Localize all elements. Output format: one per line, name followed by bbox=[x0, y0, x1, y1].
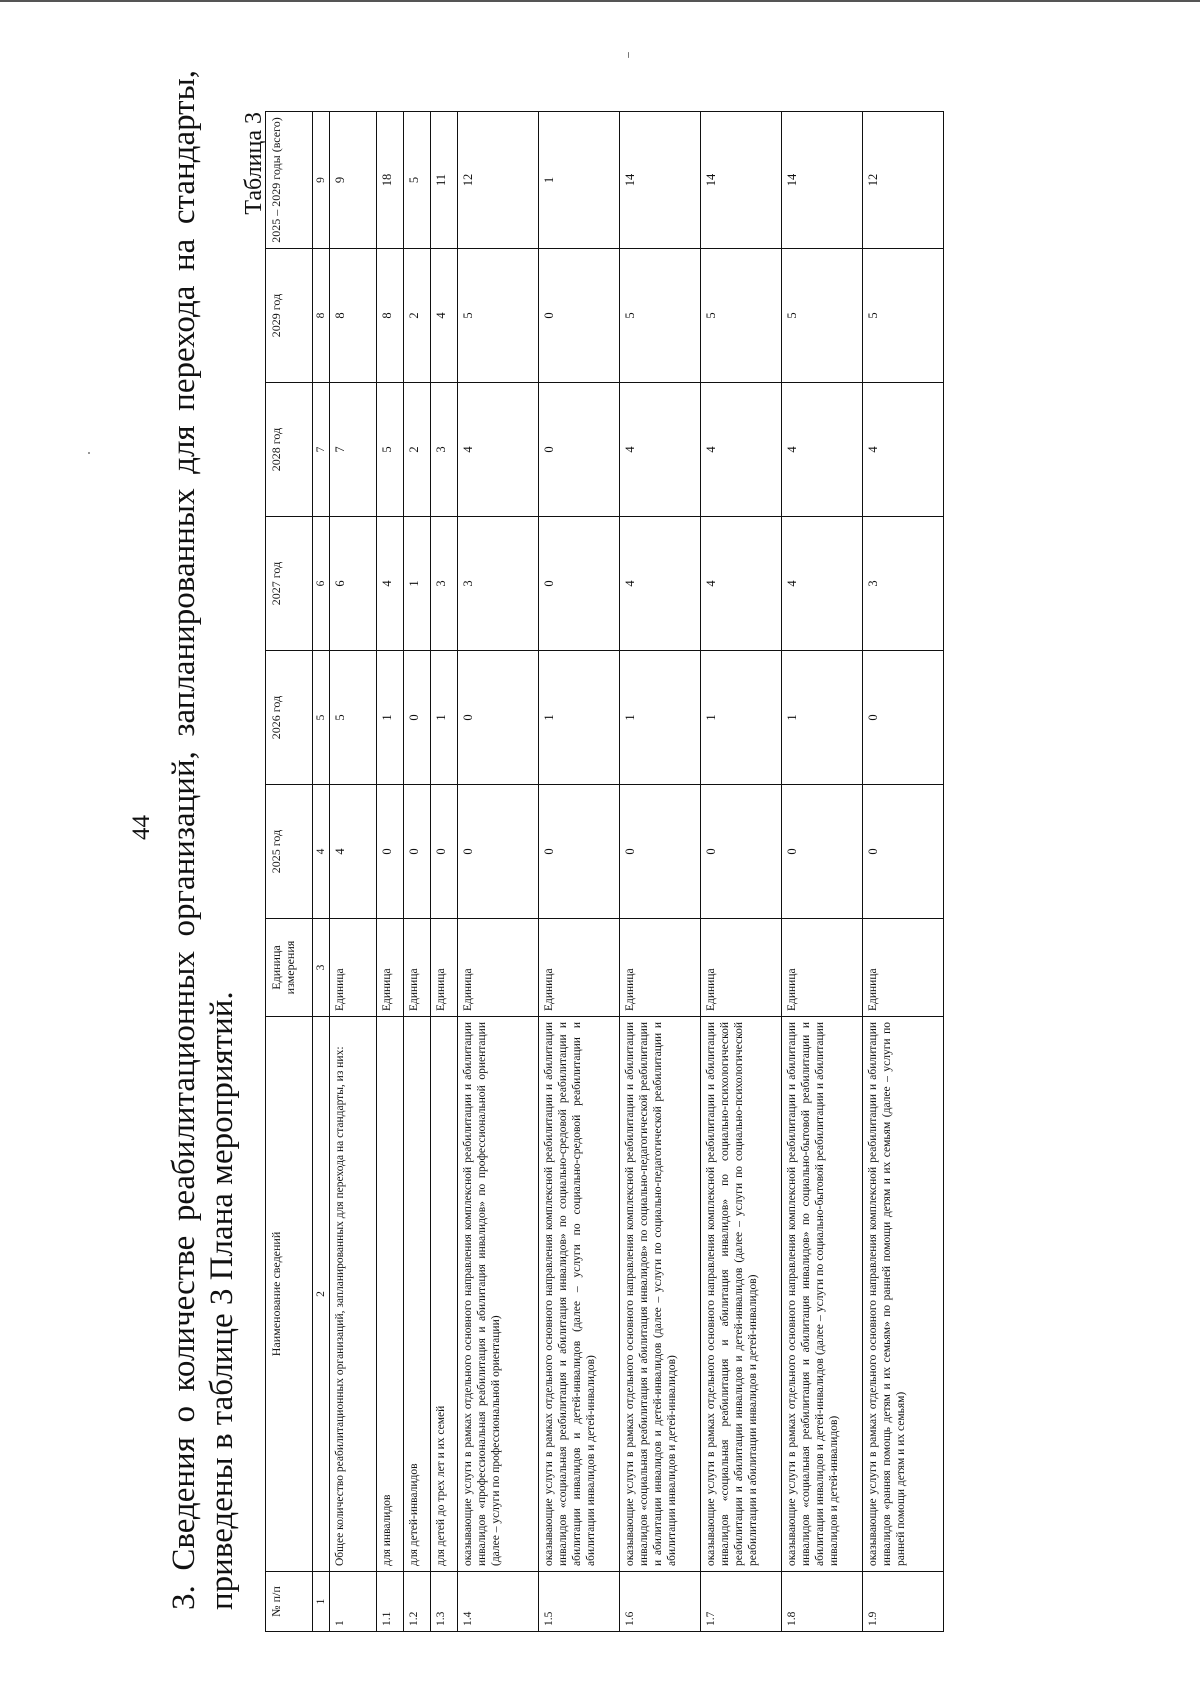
value-2027: 3 bbox=[863, 517, 944, 651]
table-row bbox=[782, 112, 863, 1632]
value-2029: 2 bbox=[404, 249, 431, 383]
column-index: 2 bbox=[313, 1017, 330, 1572]
value-2025: 0 bbox=[863, 785, 944, 919]
page-number: 44 bbox=[128, 815, 155, 840]
column-index-row bbox=[313, 112, 330, 1632]
value-2029: 5 bbox=[458, 249, 539, 383]
value-2026: 0 bbox=[863, 651, 944, 785]
row-name: для детей до трех лет и их семей bbox=[431, 1017, 458, 1572]
column-index: 3 bbox=[313, 919, 330, 1017]
value-total: 5 bbox=[404, 112, 431, 249]
row-name: оказывающие услуги в рамках отдельного основного направления комплексной реабилитации и абилитации инвалидов «социальная реабилитация и абилитация инвалидов» по социально-педагогической реабилитации и абилитации инвалидов и детей-инвалидов (далее – услуги по социально-педагогической реабилитации и абилитации инвалидов и детей-инвалидов) bbox=[620, 1017, 701, 1572]
value-2025: 0 bbox=[404, 785, 431, 919]
scan-speck bbox=[628, 52, 629, 58]
value-2027: 0 bbox=[539, 517, 620, 651]
row-number: 1.2 bbox=[404, 1572, 431, 1632]
value-2026: 1 bbox=[431, 651, 458, 785]
rotated-page-content bbox=[165, 70, 1175, 1650]
value-2028: 3 bbox=[431, 383, 458, 517]
value-2025: 4 bbox=[330, 785, 377, 919]
row-number: 1.6 bbox=[620, 1572, 701, 1632]
table-row bbox=[431, 112, 458, 1632]
value-2025: 0 bbox=[539, 785, 620, 919]
value-2025: 0 bbox=[458, 785, 539, 919]
header-2028: 2028 год bbox=[266, 383, 313, 517]
organizations-table bbox=[265, 111, 944, 1632]
value-2028: 2 bbox=[404, 383, 431, 517]
value-2029: 5 bbox=[701, 249, 782, 383]
value-2028: 4 bbox=[701, 383, 782, 517]
value-2025: 0 bbox=[701, 785, 782, 919]
row-unit: Единица bbox=[330, 919, 377, 1017]
value-total: 9 bbox=[330, 112, 377, 249]
row-unit: Единица bbox=[458, 919, 539, 1017]
value-2027: 3 bbox=[431, 517, 458, 651]
row-name: оказывающие услуги в рамках отдельного основного направления комплексной реабилитации и абилитации инвалидов «социальная реабилитация и абилитация инвалидов» по социально-психологической реабилитации и абилитации инвалидов и детей-инвалидов (далее – услуги по социально-психологической реабилитации и абилитации инвалидов и детей-инвалидов) bbox=[701, 1017, 782, 1572]
row-unit: Единица bbox=[539, 919, 620, 1017]
header-total: 2025 – 2029 годы (всего) bbox=[266, 112, 313, 249]
value-2028: 5 bbox=[377, 383, 404, 517]
table-row bbox=[863, 112, 944, 1632]
value-2027: 4 bbox=[620, 517, 701, 651]
table-row bbox=[620, 112, 701, 1632]
table-row bbox=[404, 112, 431, 1632]
value-2027: 4 bbox=[701, 517, 782, 651]
row-number: 1.3 bbox=[431, 1572, 458, 1632]
value-total: 12 bbox=[863, 112, 944, 249]
value-2027: 4 bbox=[782, 517, 863, 651]
row-number: 1.8 bbox=[782, 1572, 863, 1632]
row-unit: Единица bbox=[404, 919, 431, 1017]
row-number: 1.4 bbox=[458, 1572, 539, 1632]
value-2028: 0 bbox=[539, 383, 620, 517]
column-index: 5 bbox=[313, 651, 330, 785]
table-row bbox=[539, 112, 620, 1632]
row-name: Общее количество реабилитационных организаций, запланированных для перехода на стандарты, из них: bbox=[330, 1017, 377, 1572]
value-2029: 0 bbox=[539, 249, 620, 383]
value-2026: 1 bbox=[539, 651, 620, 785]
value-2026: 1 bbox=[782, 651, 863, 785]
value-2027: 1 bbox=[404, 517, 431, 651]
section-title: 3. Сведения о количестве реабилитационных организаций, запланированных для перехода на стандарты, приведены в таблице 3 Плана мероприятий. bbox=[166, 70, 240, 1610]
row-name: для инвалидов bbox=[377, 1017, 404, 1572]
row-name: для детей-инвалидов bbox=[404, 1017, 431, 1572]
row-number: 1 bbox=[330, 1572, 377, 1632]
header-2026: 2026 год bbox=[266, 651, 313, 785]
value-2029: 5 bbox=[863, 249, 944, 383]
column-index: 1 bbox=[313, 1572, 330, 1632]
value-total: 14 bbox=[620, 112, 701, 249]
scan-top-edge bbox=[0, 0, 1200, 2]
value-2029: 8 bbox=[377, 249, 404, 383]
value-2027: 4 bbox=[377, 517, 404, 651]
value-2026: 1 bbox=[620, 651, 701, 785]
value-total: 1 bbox=[539, 112, 620, 249]
column-index: 9 bbox=[313, 112, 330, 249]
value-2028: 4 bbox=[458, 383, 539, 517]
value-2025: 0 bbox=[782, 785, 863, 919]
row-unit: Единица bbox=[431, 919, 458, 1017]
table-row bbox=[377, 112, 404, 1632]
value-2026: 0 bbox=[458, 651, 539, 785]
table-row bbox=[701, 112, 782, 1632]
column-index: 8 bbox=[313, 249, 330, 383]
column-index: 4 bbox=[313, 785, 330, 919]
row-number: 1.9 bbox=[863, 1572, 944, 1632]
value-2028: 4 bbox=[620, 383, 701, 517]
row-unit: Единица bbox=[863, 919, 944, 1017]
value-2026: 0 bbox=[404, 651, 431, 785]
value-2025: 0 bbox=[431, 785, 458, 919]
row-number: 1.5 bbox=[539, 1572, 620, 1632]
value-total: 14 bbox=[782, 112, 863, 249]
header-2025: 2025 год bbox=[266, 785, 313, 919]
value-2029: 8 bbox=[330, 249, 377, 383]
header-2029: 2029 год bbox=[266, 249, 313, 383]
row-name: оказывающие услуги в рамках отдельного основного направления комплексной реабилитации и абилитации инвалидов «ранняя помощь детям и их семьям» по ранней помощи детям и их семьям (далее – услуги по ранней помощи детям и их семьям) bbox=[863, 1017, 944, 1572]
row-unit: Единица bbox=[701, 919, 782, 1017]
value-2028: 4 bbox=[782, 383, 863, 517]
row-number: 1.1 bbox=[377, 1572, 404, 1632]
value-2026: 1 bbox=[701, 651, 782, 785]
value-total: 11 bbox=[431, 112, 458, 249]
table-caption: Таблица 3 bbox=[241, 112, 267, 215]
row-unit: Единица bbox=[782, 919, 863, 1017]
row-name: оказывающие услуги в рамках отдельного основного направления комплексной реабилитации и абилитации инвалидов «профессиональная реабилитация и абилитация инвалидов» по профессиональной ориентации (далее – услуги по профессиональной ориентации) bbox=[458, 1017, 539, 1572]
column-index: 7 bbox=[313, 383, 330, 517]
value-2029: 5 bbox=[620, 249, 701, 383]
value-2028: 7 bbox=[330, 383, 377, 517]
scan-speck bbox=[88, 452, 90, 454]
header-unit: Единица измерения bbox=[266, 919, 313, 1017]
value-2026: 5 bbox=[330, 651, 377, 785]
value-total: 12 bbox=[458, 112, 539, 249]
value-2025: 0 bbox=[620, 785, 701, 919]
value-2029: 5 bbox=[782, 249, 863, 383]
table-row bbox=[330, 112, 377, 1632]
row-name: оказывающие услуги в рамках отдельного основного направления комплексной реабилитации и абилитации инвалидов «социальная реабилитация и абилитация инвалидов» по социально-средовой реабилитации и абилитации инвалидов и детей-инвалидов (далее – услуги по социально-средовой реабилитации и абилитации инвалидов и детей-инвалидов) bbox=[539, 1017, 620, 1572]
value-total: 18 bbox=[377, 112, 404, 249]
value-2028: 4 bbox=[863, 383, 944, 517]
value-2027: 3 bbox=[458, 517, 539, 651]
header-2027: 2027 год bbox=[266, 517, 313, 651]
value-2025: 0 bbox=[377, 785, 404, 919]
row-number: 1.7 bbox=[701, 1572, 782, 1632]
value-2029: 4 bbox=[431, 249, 458, 383]
column-index: 6 bbox=[313, 517, 330, 651]
table-header-row bbox=[266, 112, 313, 1632]
header-name: Наименование сведений bbox=[266, 1017, 313, 1572]
row-unit: Единица bbox=[620, 919, 701, 1017]
table-row bbox=[458, 112, 539, 1632]
row-name: оказывающие услуги в рамках отдельного основного направления комплексной реабилитации и абилитации инвалидов «социальная реабилитация и абилитация инвалидов» по социально-бытовой реабилитации и абилитации инвалидов и детей-инвалидов (далее – услуги по социально-бытовой реабилитации и абилитации инвалидов и детей-инвалидов) bbox=[782, 1017, 863, 1572]
header-num: № п/п bbox=[266, 1572, 313, 1632]
value-2026: 1 bbox=[377, 651, 404, 785]
value-2027: 6 bbox=[330, 517, 377, 651]
value-total: 14 bbox=[701, 112, 782, 249]
row-unit: Единица bbox=[377, 919, 404, 1017]
